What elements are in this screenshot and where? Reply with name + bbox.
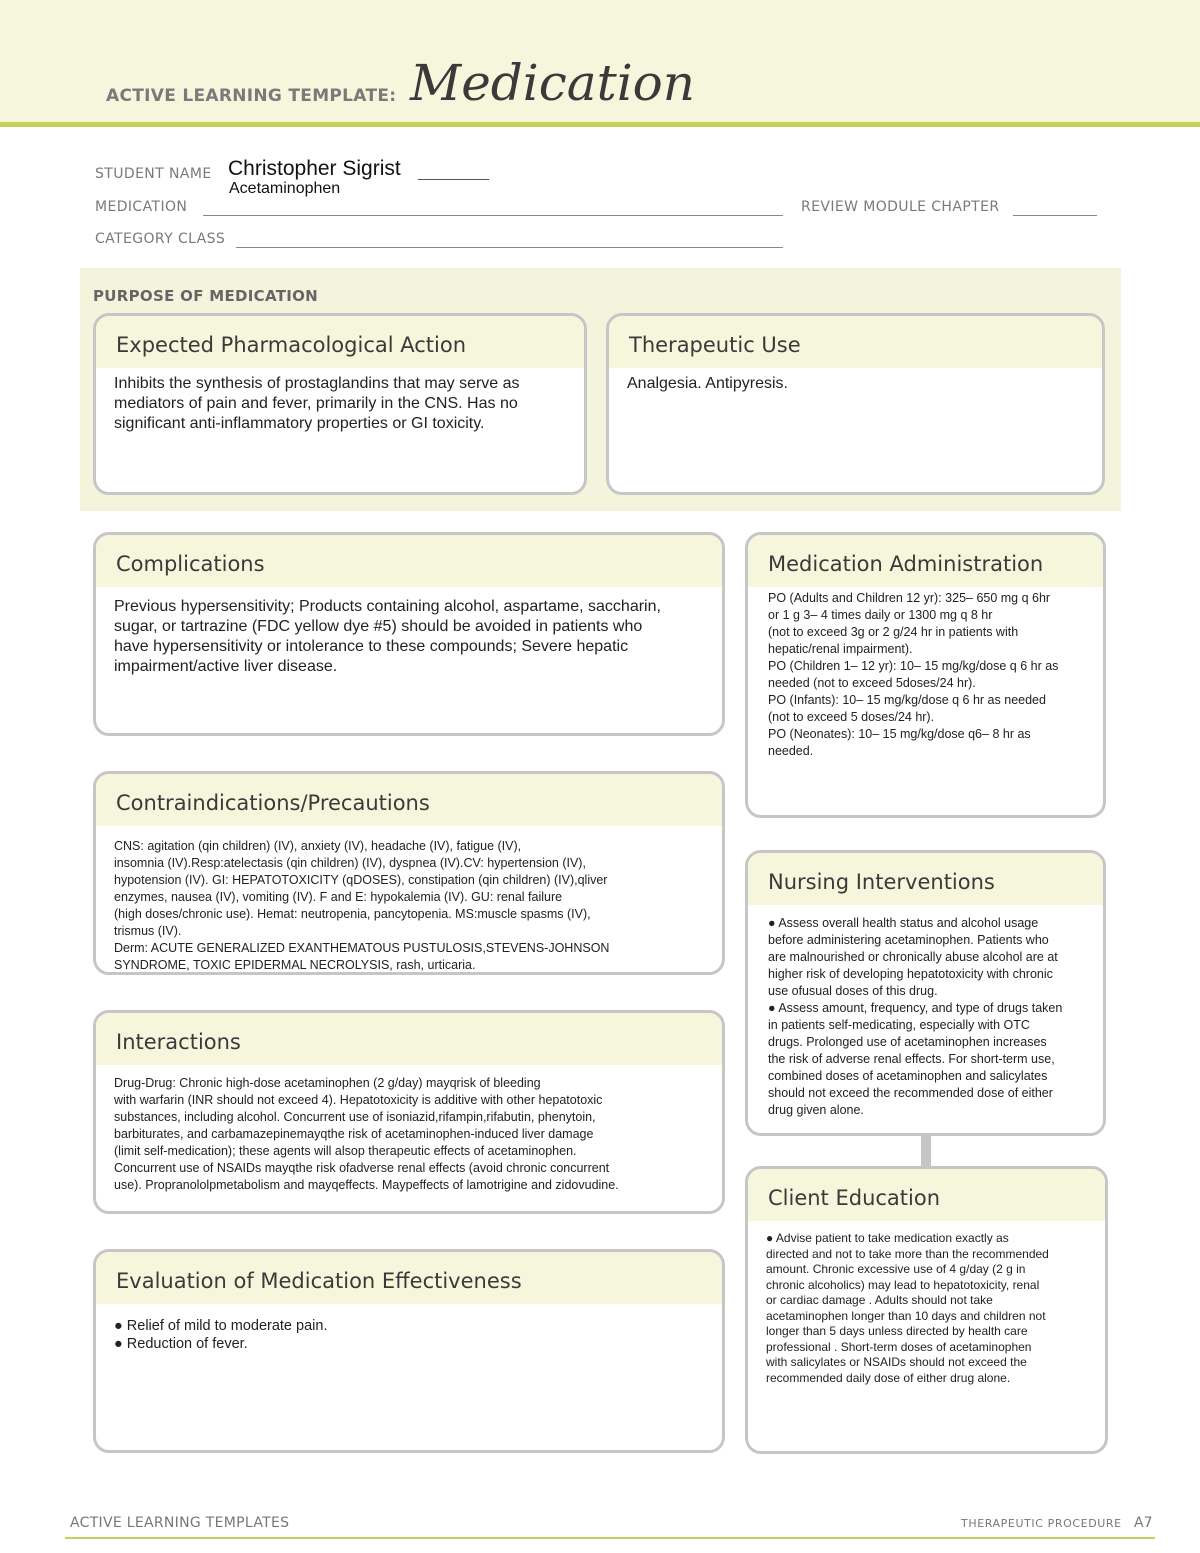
client-education-line: ● Advise patient to take medication exactly as xyxy=(766,1231,1009,1245)
administration-line: or 1 g 3– 4 times daily or 1300 mg q 8 hr xyxy=(768,608,993,622)
client-education-line: or cardiac damage . Adults should not take xyxy=(766,1293,993,1307)
client-education-line: professional . Short-term doses of acetaminophen xyxy=(766,1339,1032,1354)
medication-value: Acetaminophen xyxy=(229,180,341,197)
nursing-interventions-title: Nursing Interventions xyxy=(748,853,1103,905)
expected-action-card xyxy=(93,313,587,495)
nursing-line: ● Assess amount, frequency, and type of drugs taken xyxy=(768,1001,1063,1015)
nursing-line: higher risk of developing hepatotoxicity with chronic xyxy=(768,967,1053,981)
nursing-interventions-body xyxy=(748,905,1103,1119)
contraindications-body xyxy=(96,826,722,974)
evaluation-line: ● Relief of mild to moderate pain. xyxy=(114,1318,328,1334)
contraindications-line: enzymes, nausea (IV), vomiting (IV). F and E: hypokalemia (IV). GU: renal failure xyxy=(114,890,563,904)
contraindications-line: CNS: agitation (qin children) (IV), anxiety (IV), headache (IV), fatigue (IV), xyxy=(114,839,522,853)
nursing-line: combined doses of acetaminophen and salicylates xyxy=(768,1069,1048,1083)
page-title: Medication xyxy=(410,54,695,112)
client-education-card xyxy=(745,1166,1108,1454)
client-education-line: directed and not to take more than the recommended xyxy=(766,1246,1049,1261)
interactions-line: use). Propranololpmetabolism and mayqeffects. Maypeffects of lamotrigine and zidovudine. xyxy=(114,1178,619,1192)
medication-administration-title: Medication Administration xyxy=(748,535,1103,587)
nursing-line: are malnourished or chronically abuse alcohol are at xyxy=(768,950,1058,964)
administration-line: PO (Adults and Children 12 yr): 325– 650 mg q 6hr xyxy=(768,591,1051,605)
interactions-title: Interactions xyxy=(96,1013,722,1065)
expected-action-title: Expected Pharmacological Action xyxy=(96,316,584,368)
student-name-value: Christopher Sigrist xyxy=(228,157,401,180)
contraindications-title: Contraindications/Precautions xyxy=(96,774,722,826)
client-education-line: with salicylates or NSAIDs should not exceed the xyxy=(766,1355,1027,1369)
interactions-card xyxy=(93,1010,725,1214)
expected-action-body xyxy=(96,368,584,434)
therapeutic-use-line: Analgesia. Antipyresis. xyxy=(627,375,788,392)
header-rule xyxy=(0,122,1200,127)
complications-title: Complications xyxy=(96,535,722,587)
client-education-body xyxy=(748,1221,1105,1386)
client-education-line: acetaminophen longer than 10 days and children not xyxy=(766,1308,1046,1323)
review-module-label: REVIEW MODULE CHAPTER xyxy=(801,199,1000,215)
nursing-line: use ofusual doses of this drug. xyxy=(768,984,938,998)
evaluation-card xyxy=(93,1249,725,1453)
administration-line: (not to exceed 3g or 2 g/24 hr in patients with xyxy=(768,625,1019,639)
administration-line: PO (Neonates): 10– 15 mg/kg/dose q6– 8 hr as xyxy=(768,727,1031,741)
complications-line: impairment/active liver disease. xyxy=(114,658,338,675)
expected-action-line: Inhibits the synthesis of prostaglandins that may serve as xyxy=(114,375,520,392)
complications-line: Previous hypersensitivity; Products containing alcohol, aspartame, saccharin, xyxy=(114,598,661,615)
category-class-label: CATEGORY CLASS xyxy=(95,231,226,247)
footer-title: ACTIVE LEARNING TEMPLATES xyxy=(70,1515,290,1531)
interactions-line: substances, including alcohol. Concurrent use of isoniazid,rifampin,rifabutin, phenytoin, xyxy=(114,1110,596,1124)
therapeutic-use-title: Therapeutic Use xyxy=(609,316,1102,368)
page-number: A7 xyxy=(1134,1515,1153,1531)
contraindications-line: hypotension (IV). GI: HEPATOTOXICITY (qDOSES), constipation (qin children) (IV),qliver xyxy=(114,873,608,887)
purpose-label: PURPOSE OF MEDICATION xyxy=(93,287,319,305)
medication-line xyxy=(203,215,783,216)
medication-administration-card xyxy=(745,532,1106,818)
footer-section: THERAPEUTIC PROCEDURE xyxy=(961,1517,1122,1530)
complications-line: have hypersensitivity or intolerance to these compounds; Severe hepatic xyxy=(114,638,629,655)
medication-administration-body xyxy=(748,587,1103,760)
interactions-line: Concurrent use of NSAIDs mayqthe risk ofadverse renal effects (avoid chronic concurrent xyxy=(114,1161,610,1175)
client-education-line: longer than 5 days unless directed by health care xyxy=(766,1324,1028,1338)
administration-line: needed. xyxy=(768,744,814,758)
administration-line: PO (Children 1– 12 yr): 10– 15 mg/kg/dose q 6 hr as xyxy=(768,659,1059,673)
nursing-line: in patients self-medicating, especially with OTC xyxy=(768,1018,1030,1032)
nursing-line: drugs. Prolonged use of acetaminophen increases xyxy=(768,1035,1047,1049)
client-education-line: chronic alcoholics) may lead to hepatotoxicity, renal xyxy=(766,1277,1040,1292)
evaluation-body xyxy=(96,1304,722,1353)
evaluation-line: ● Reduction of fever. xyxy=(114,1336,248,1352)
category-class-line xyxy=(236,247,783,248)
client-education-line: amount. Chronic excessive use of 4 g/day (2 g in xyxy=(766,1262,1026,1276)
administration-line: hepatic/renal impairment). xyxy=(768,642,913,656)
interactions-line: with warfarin (INR should not exceed 4). Hepatotoxicity is additive with other hepatotoxic xyxy=(114,1093,603,1107)
contraindications-line: SYNDROME, TOXIC EPIDERMAL NECROLYSIS, rash, urticaria. xyxy=(114,958,476,972)
evaluation-title: Evaluation of Medication Effectiveness xyxy=(96,1252,722,1304)
administration-line: needed (not to exceed 5doses/24 hr). xyxy=(768,676,976,690)
expected-action-line: mediators of pain and fever, primarily in the CNS. Has no xyxy=(114,395,518,412)
student-name-label: STUDENT NAME xyxy=(95,166,212,182)
contraindications-line: trismus (IV). xyxy=(114,924,182,938)
nursing-line: the risk of adverse renal effects. For short-term use, xyxy=(768,1052,1055,1066)
template-label: ACTIVE LEARNING TEMPLATE: xyxy=(106,86,397,106)
expected-action-line: significant anti-inflammatory properties or GI toxicity. xyxy=(114,415,485,432)
interactions-line: (limit self-medication); these agents will alsop therapeutic effects of acetaminophen. xyxy=(114,1144,577,1158)
administration-line: (not to exceed 5 doses/24 hr). xyxy=(768,710,935,724)
interactions-line: barbiturates, and carbamazepinemayqthe risk of acetaminophen-induced liver damage xyxy=(114,1127,594,1141)
nursing-line: ● Assess overall health status and alcohol usage xyxy=(768,916,1039,930)
interactions-line: Drug-Drug: Chronic high-dose acetaminophen (2 g/day) mayqrisk of bleeding xyxy=(114,1076,541,1090)
footer-rule xyxy=(65,1537,1155,1539)
nursing-line: before administering acetaminophen. Patients who xyxy=(768,933,1049,947)
nursing-line: should not exceed the recommended dose of either xyxy=(768,1086,1053,1100)
therapeutic-use-card xyxy=(606,313,1105,495)
review-module-line xyxy=(1013,215,1097,216)
nursing-line: drug given alone. xyxy=(768,1103,864,1117)
therapeutic-use-body xyxy=(609,368,1102,394)
contraindications-card xyxy=(93,771,725,975)
nursing-interventions-card xyxy=(745,850,1106,1136)
client-education-line: recommended daily dose of either drug alone. xyxy=(766,1370,1011,1385)
complications-card xyxy=(93,532,725,736)
administration-line: PO (Infants): 10– 15 mg/kg/dose q 6 hr as needed xyxy=(768,693,1046,707)
interactions-body xyxy=(96,1065,722,1194)
contraindications-line: insomnia (IV).Resp:atelectasis (qin children) (IV), dyspnea (IV).CV: hypertension (IV), xyxy=(114,856,586,870)
card-connector xyxy=(921,1135,931,1166)
contraindications-line: Derm: ACUTE GENERALIZED EXANTHEMATOUS PUSTULOSIS,STEVENS-JOHNSON xyxy=(114,941,610,955)
contraindications-line: (high doses/chronic use). Hemat: neutropenia, pancytopenia. MS:muscle spasms (IV), xyxy=(114,907,591,921)
complications-body xyxy=(96,587,722,677)
medication-label: MEDICATION xyxy=(95,199,188,215)
student-name-tail: ________ xyxy=(418,164,490,181)
client-education-title: Client Education xyxy=(748,1169,1105,1221)
complications-line: sugar, or tartrazine (FDC yellow dye #5) should be avoided in patients who xyxy=(114,618,643,635)
